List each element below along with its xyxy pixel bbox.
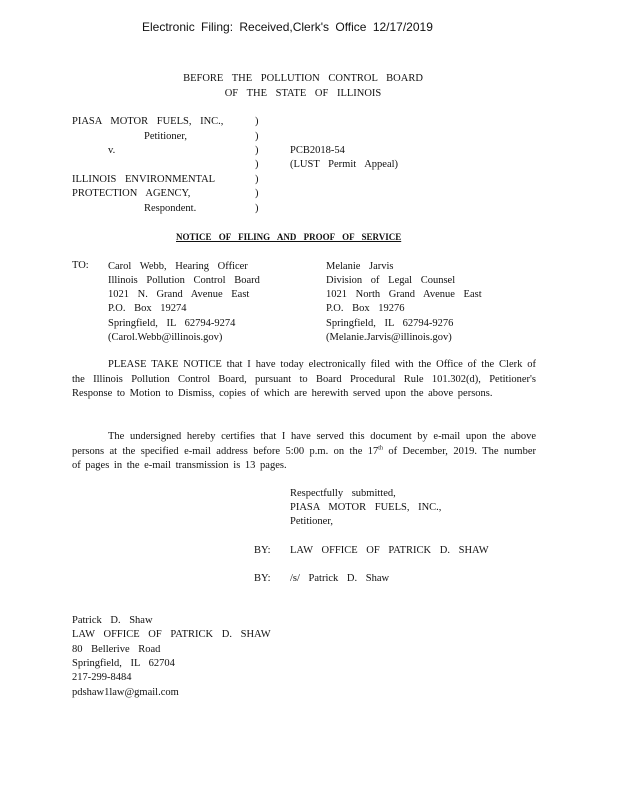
certification-paragraph: [72, 430, 536, 474]
caption-paren: ): [255, 145, 259, 156]
caption-petitioner-name: PIASA MOTOR FUELS, INC.,: [72, 116, 224, 127]
recipient1-line: Springfield, IL 62794-9274: [108, 318, 236, 329]
footer-line: LAW OFFICE OF PATRICK D. SHAW: [72, 629, 271, 640]
case-number: PCB2018-54: [290, 145, 345, 156]
caption-paren: ): [255, 174, 259, 185]
caption-respondent-name-2: PROTECTION AGENCY,: [72, 188, 191, 199]
recipient2-line: Division of Legal Counsel: [326, 275, 456, 286]
by-label: BY:: [254, 545, 271, 556]
by-label: BY:: [254, 573, 271, 584]
footer-line: Patrick D. Shaw: [72, 615, 153, 626]
recipient1-line: 1021 N. Grand Avenue East: [108, 289, 250, 300]
footer-phone: 217-299-8484: [72, 672, 132, 683]
caption-petitioner-role: Petitioner,: [144, 131, 188, 142]
recipient2-email: (Melanie.Jarvis@illinois.gov): [326, 332, 452, 343]
caption-paren: ): [255, 131, 259, 142]
footer-line: 80 Bellerive Road: [72, 644, 161, 655]
by-signature: /s/ Patrick D. Shaw: [290, 573, 390, 584]
recipient2-line: Springfield, IL 62794-9276: [326, 318, 454, 329]
certification-text-1: The undersigned hereby certifies that I have served this document by e-mail upon the above persons at the specified e-mail address before 5:00 p.m. on the 17: [72, 431, 536, 457]
to-label: TO:: [72, 260, 89, 271]
recipient2-line: P.O. Box 19276: [326, 303, 405, 314]
caption-paren: ): [255, 188, 259, 199]
recipient1-line: P.O. Box 19274: [108, 303, 187, 314]
case-type: (LUST Permit Appeal): [290, 159, 399, 170]
caption-respondent-name-1: ILLINOIS ENVIRONMENTAL: [72, 174, 216, 185]
caption-respondent-role: Respondent.: [144, 203, 197, 214]
certification-text-2: of December, 2019. The number of pages in the e-mail transmission is 13 pages.: [72, 445, 536, 471]
recipient1-line: Illinois Pollution Control Board: [108, 275, 260, 286]
court-heading-line2: OF THE STATE OF ILLINOIS: [224, 88, 382, 99]
recipient2-line: Melanie Jarvis: [326, 261, 394, 272]
date-ordinal-suffix: th: [378, 445, 383, 451]
notice-paragraph-text: PLEASE TAKE NOTICE that I have today electronically filed with the Office of the Clerk of the Illinois Pollution Control Board, pursuant to Board Procedural Rule 101.302(d), Petitioner's Response to Motion to Dismiss, copies of which are herewith served upon the above persons.: [72, 359, 536, 399]
footer-line: Springfield, IL 62704: [72, 658, 175, 669]
footer-email: pdshaw1law@gmail.com: [72, 687, 179, 698]
recipient1-email: (Carol.Webb@illinois.gov): [108, 332, 223, 343]
recipient1-line: Carol Webb, Hearing Officer: [108, 261, 248, 272]
caption-paren: ): [255, 159, 259, 170]
notice-title: NOTICE OF FILING AND PROOF OF SERVICE: [176, 232, 402, 242]
notice-paragraph: [72, 358, 536, 402]
caption-versus: v.: [108, 145, 116, 156]
signature-party: PIASA MOTOR FUELS, INC.,: [290, 502, 442, 513]
by-law-office: LAW OFFICE OF PATRICK D. SHAW: [290, 545, 489, 556]
recipient2-line: 1021 North Grand Avenue East: [326, 289, 482, 300]
caption-paren: ): [255, 203, 259, 214]
caption-paren: ): [255, 116, 259, 127]
signature-closing: Respectfully submitted,: [290, 488, 396, 499]
signature-role: Petitioner,: [290, 516, 334, 527]
filing-stamp: Electronic Filing: Received,Clerk's Office 12/17/2019: [142, 20, 433, 34]
court-heading-line1: BEFORE THE POLLUTION CONTROL BOARD: [183, 73, 423, 84]
